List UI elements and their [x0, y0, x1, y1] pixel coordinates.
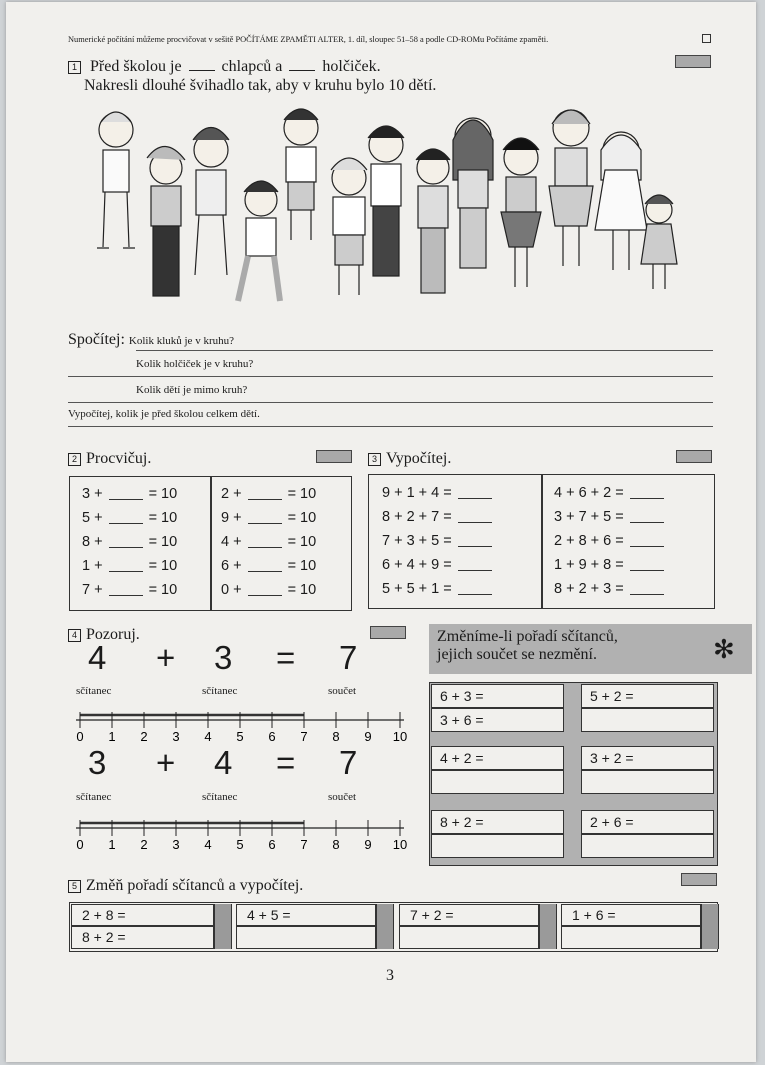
pair-cell-left	[431, 810, 564, 834]
eq2-plus: +	[156, 744, 176, 781]
number-line-2	[66, 810, 426, 855]
task2-row-left	[82, 510, 177, 526]
answer-blank[interactable]	[458, 534, 492, 547]
child-figure	[97, 112, 135, 248]
task2-row-right	[221, 486, 316, 502]
page-number: 3	[386, 967, 394, 984]
task5-answer: 8 + 2 =	[82, 929, 126, 945]
child-figure	[147, 146, 185, 296]
child-figure	[238, 181, 280, 301]
pair-expr: 2 + 6 =	[590, 814, 634, 830]
eq2-label-addend1: sčítanec	[76, 791, 112, 803]
answer-blank[interactable]	[109, 511, 143, 524]
task2-row-left	[82, 534, 177, 550]
task2-expr: 0 +	[221, 582, 242, 598]
star-icon: ✻	[713, 634, 735, 664]
task2-result: = 10	[148, 510, 178, 526]
eq1-equals: =	[276, 639, 296, 676]
task3-row-left	[382, 509, 498, 525]
task2-row-right	[221, 534, 316, 550]
eq1-plus: +	[156, 639, 176, 676]
task4-score-box	[370, 626, 406, 639]
pair-cell-right	[581, 810, 714, 834]
eq2-equals: =	[276, 744, 296, 781]
tick-label: 0	[76, 729, 84, 744]
child-figure	[453, 118, 493, 268]
answer-blank[interactable]	[248, 583, 282, 596]
girls-blank[interactable]	[289, 70, 315, 71]
task2-expr: 6 +	[221, 558, 242, 574]
answer-blank[interactable]	[109, 487, 143, 500]
tick-label: 7	[300, 837, 308, 852]
task3-expr: 3 + 7 + 5 =	[554, 509, 624, 525]
task3-row-right	[554, 485, 670, 501]
task5-answer-cell[interactable]	[71, 926, 214, 949]
count-label: Spočítej:	[68, 331, 125, 348]
task2-score-box	[316, 450, 352, 463]
task1-number: 1	[68, 61, 81, 74]
task5-divider	[376, 904, 394, 949]
task3-expr: 8 + 2 + 3 =	[554, 581, 624, 597]
task2-expr: 8 +	[82, 534, 103, 550]
task3-expr: 4 + 6 + 2 =	[554, 485, 624, 501]
eq1-label-addend2: sčítanec	[202, 685, 238, 697]
task5-answer-cell[interactable]	[236, 926, 376, 949]
answer-blank[interactable]	[630, 582, 664, 595]
tick-label: 5	[236, 837, 244, 852]
task5-heading	[68, 877, 303, 895]
task5-divider	[539, 904, 557, 949]
eq2-addend2: 4	[214, 744, 233, 781]
task3-expr: 9 + 1 + 4 =	[382, 485, 452, 501]
pair-cell-left	[431, 746, 564, 770]
task3-number: 3	[368, 453, 381, 466]
task3-expr: 5 + 5 + 1 =	[382, 581, 452, 597]
task2-expr: 5 +	[82, 510, 103, 526]
task2-number: 2	[68, 453, 81, 466]
tick-label: 5	[236, 729, 244, 744]
answer-line-outside[interactable]	[68, 402, 713, 403]
task3-row-left	[382, 557, 498, 573]
tick-label: 1	[108, 837, 116, 852]
answer-blank[interactable]	[630, 534, 664, 547]
pair-expr: 8 + 2 =	[440, 814, 484, 830]
task3-row-right	[554, 533, 670, 549]
task2-expr: 7 +	[82, 582, 103, 598]
pair-expr: 4 + 2 =	[440, 750, 484, 766]
pair-cell-left-answer[interactable]	[431, 834, 564, 858]
task1-line1-c: holčiček.	[322, 58, 381, 75]
task5-number: 5	[68, 880, 81, 893]
tick-label: 0	[76, 837, 84, 852]
task3-heading	[368, 450, 451, 468]
task5-expr: 4 + 5 =	[247, 907, 291, 923]
pair-cell-right	[581, 746, 714, 770]
task3-row-right	[554, 509, 670, 525]
header-square	[702, 34, 711, 43]
eq2-sum: 7	[339, 744, 358, 781]
task5-answer-cell[interactable]	[561, 926, 701, 949]
answer-blank[interactable]	[630, 510, 664, 523]
tick-label: 8	[332, 729, 340, 744]
pair-cell-left-answer[interactable]	[431, 770, 564, 794]
tick-label: 8	[332, 837, 340, 852]
task1-text	[68, 57, 436, 95]
task5-expr: 2 + 8 =	[82, 907, 126, 923]
task1-line1-b: chlapců a	[221, 58, 283, 75]
task3-expr: 6 + 4 + 9 =	[382, 557, 452, 573]
tick-label: 1	[108, 729, 116, 744]
answer-blank[interactable]	[630, 486, 664, 499]
tick-label: 4	[204, 837, 212, 852]
rule-banner	[429, 624, 752, 674]
child-figure	[549, 110, 593, 266]
answer-blank[interactable]	[248, 535, 282, 548]
task1-score-box	[675, 55, 711, 68]
q-total: Vypočítej, kolik je před školou celkem dětí.	[68, 408, 260, 420]
task5-expr: 7 + 2 =	[410, 907, 454, 923]
pair-cell-left-answer[interactable]	[431, 708, 564, 732]
tick-label: 9	[364, 837, 372, 852]
task3-expr: 1 + 9 + 8 =	[554, 557, 624, 573]
task2-result: = 10	[148, 534, 178, 550]
answer-blank[interactable]	[248, 511, 282, 524]
pair-expr: 6 + 3 =	[440, 688, 484, 704]
task3-row-left	[382, 485, 498, 501]
task2-result: = 10	[287, 510, 317, 526]
tick-label: 9	[364, 729, 372, 744]
child-figure	[368, 126, 404, 276]
answer-blank[interactable]	[248, 487, 282, 500]
tick-label: 4	[204, 729, 212, 744]
child-figure	[641, 195, 677, 289]
task2-expr: 3 +	[82, 486, 103, 502]
tick-label: 6	[268, 837, 276, 852]
tick-label: 3	[172, 837, 180, 852]
rule-text	[437, 628, 618, 664]
eq1-sum: 7	[339, 639, 358, 676]
task3-expr: 7 + 3 + 5 =	[382, 533, 452, 549]
boys-blank[interactable]	[189, 70, 215, 71]
pair-cell-left	[431, 684, 564, 708]
workbook-page	[6, 2, 756, 1062]
number-line-1	[66, 702, 426, 747]
task2-result: = 10	[287, 558, 317, 574]
task5-score-box	[681, 873, 717, 886]
child-figure	[193, 128, 229, 276]
task2-result: = 10	[287, 534, 317, 550]
task3-row-left	[382, 581, 498, 597]
task2-expr: 2 +	[221, 486, 242, 502]
eq2-label-addend2: sčítanec	[202, 791, 238, 803]
answer-line-girls[interactable]	[68, 376, 713, 377]
task2-row-right	[221, 510, 316, 526]
task2-result: = 10	[148, 486, 178, 502]
child-figure	[331, 158, 367, 295]
task2-expr: 9 +	[221, 510, 242, 526]
task5-answer-cell[interactable]	[399, 926, 539, 949]
task2-row-left	[82, 558, 177, 574]
task2-heading	[68, 450, 151, 468]
q-outside: Kolik dětí je mimo kruh?	[136, 384, 248, 396]
eq1-label-addend1: sčítanec	[76, 685, 112, 697]
answer-blank[interactable]	[248, 559, 282, 572]
pair-expr: 5 + 2 =	[590, 688, 634, 704]
eq1-addend2: 3	[214, 639, 233, 676]
task2-row-right	[221, 582, 316, 598]
pair-cell-right	[581, 684, 714, 708]
eq1-addend1: 4	[88, 639, 107, 676]
eq2-addend1: 3	[88, 744, 107, 781]
tick-label: 7	[300, 729, 308, 744]
tick-label: 2	[140, 837, 148, 852]
answer-blank[interactable]	[109, 583, 143, 596]
child-figure	[595, 132, 647, 270]
task5-cell	[561, 904, 701, 926]
task5-divider	[701, 904, 719, 949]
answer-blank[interactable]	[458, 558, 492, 571]
pair-cell-right-answer[interactable]	[581, 770, 714, 794]
pair-expr: 3 + 2 =	[590, 750, 634, 766]
child-figure	[284, 109, 318, 240]
answer-blank[interactable]	[458, 510, 492, 523]
task4-number: 4	[68, 629, 81, 642]
task3-title: Vypočítej.	[386, 450, 452, 467]
rule-line1: Změníme-li pořadí sčítanců,	[437, 628, 618, 645]
task2-result: = 10	[287, 486, 317, 502]
answer-blank[interactable]	[458, 486, 492, 499]
answer-blank[interactable]	[458, 582, 492, 595]
rule-line2: jejich součet se nezmění.	[437, 646, 597, 663]
eq2-label-sum: součet	[328, 791, 357, 803]
task1-instruction: Nakresli dlouhé švihadlo tak, aby v kruhu bylo 10 dětí.	[84, 77, 437, 94]
task2-row-left	[82, 486, 177, 502]
task3-row-left	[382, 533, 498, 549]
task2-row-right	[221, 558, 316, 574]
task2-expr: 1 +	[82, 558, 103, 574]
tick-label: 10	[392, 729, 408, 744]
children-illustration	[81, 100, 681, 310]
q-boys: Kolik kluků je v kruhu?	[128, 335, 234, 347]
task3-score-box	[676, 450, 712, 463]
task5-cell	[399, 904, 539, 926]
eq1-label-sum: součet	[328, 685, 357, 697]
child-figure	[416, 149, 450, 293]
tick-label: 6	[268, 729, 276, 744]
task2-result: = 10	[287, 582, 317, 598]
q-girls: Kolik holčiček je v kruhu?	[136, 358, 254, 370]
answer-line-boys[interactable]	[136, 350, 713, 351]
count-section	[68, 331, 234, 349]
task5-expr: 1 + 6 =	[572, 907, 616, 923]
pair-cell-right-answer[interactable]	[581, 834, 714, 858]
task2-row-left	[82, 582, 177, 598]
task5-cell	[71, 904, 214, 926]
pair-cell-right-answer[interactable]	[581, 708, 714, 732]
answer-blank[interactable]	[109, 559, 143, 572]
task3-expr: 8 + 2 + 7 =	[382, 509, 452, 525]
task5-divider	[214, 904, 232, 949]
tick-label: 10	[392, 837, 408, 852]
pair-expr: 3 + 6 =	[440, 712, 484, 728]
task2-expr: 4 +	[221, 534, 242, 550]
child-figure	[501, 138, 541, 287]
task3-row-right	[554, 557, 670, 573]
task3-expr: 2 + 8 + 6 =	[554, 533, 624, 549]
task2-title: Procvičuj.	[86, 450, 152, 467]
task2-result: = 10	[148, 558, 178, 574]
tick-label: 2	[140, 729, 148, 744]
answer-line-total[interactable]	[68, 426, 713, 427]
answer-blank[interactable]	[109, 535, 143, 548]
task5-cell	[236, 904, 376, 926]
task1-line1-a: Před školou je	[90, 58, 182, 75]
task3-row-right	[554, 581, 670, 597]
header-note: Numerické počítání můžeme procvičovat v sešitě POČÍTÁME ZPAMĚTI ALTER, 1. díl, sloupec 51–58 a podle CD-ROMu Počítáme zpaměti.	[68, 35, 549, 44]
task5-title: Změň pořadí sčítanců a vypočítej.	[86, 877, 304, 894]
task2-result: = 10	[148, 582, 178, 598]
task4-title: Pozoruj.	[86, 626, 140, 643]
tick-label: 3	[172, 729, 180, 744]
answer-blank[interactable]	[630, 558, 664, 571]
